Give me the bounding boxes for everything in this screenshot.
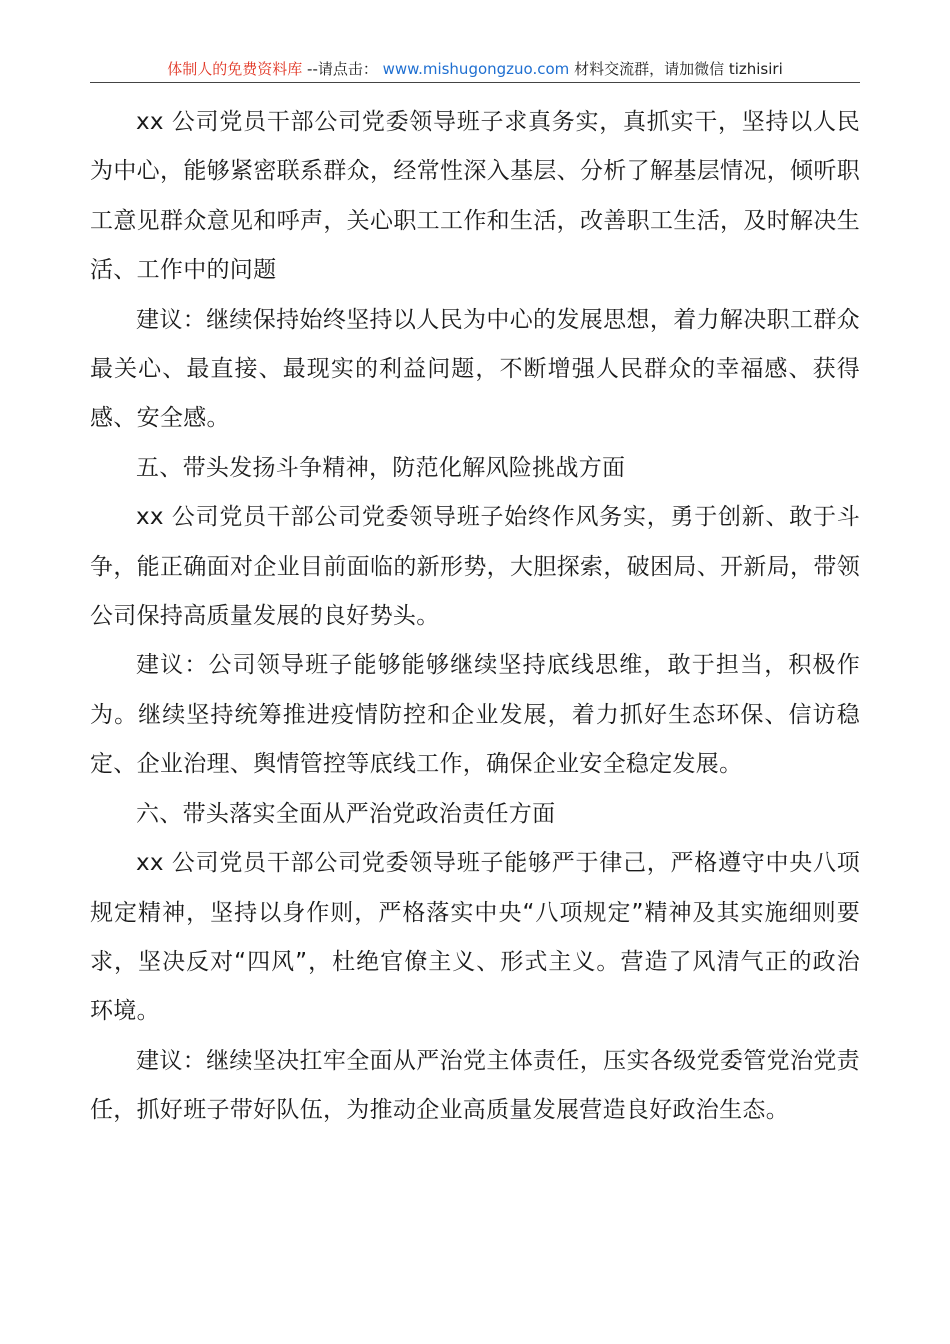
document-body — [90, 98, 860, 1136]
paragraph: xx 公司党员干部公司党委领导班子始终作风务实，勇于创新、敢于斗争，能正确面对企业目前面临的新形势，大胆探索，破困局、开新局，带领公司保持高质量发展的良好势头。 — [90, 504, 860, 630]
paragraph: 建议：继续坚决扛牢全面从严治党主体责任，压实各级党委管党治党责任，抓好班子带好队伍，为推动企业高质量发展营造良好政治生态。 — [90, 1047, 860, 1124]
paragraph: xx 公司党员干部公司党委领导班子求真务实，真抓实干，坚持以人民为中心，能够紧密联系群众，经常性深入基层、分析了解基层情况，倾听职工意见群众意见和呼声，关心职工工作和生活，改善职工生活，及时解决生活、工作中的问题 — [90, 109, 860, 284]
paragraph: xx 公司党员干部公司党委领导班子能够严于律己，严格遵守中央八项规定精神，坚持以身作则，严格落实中央“八项规定”精神及其实施细则要求，坚决反对“四风”，杜绝官僚主义、形式主义。营造了风清气正的政治环境。 — [90, 850, 860, 1025]
header-separator: --请点击： — [307, 60, 378, 78]
section-heading: 五、带头发扬斗争精神，防范化解风险挑战方面 — [136, 454, 626, 481]
header-brand: 体制人的免费资料库 — [167, 60, 303, 78]
section-heading: 六、带头落实全面从严治党政治责任方面 — [136, 800, 556, 827]
header-divider — [90, 82, 860, 83]
header-contact-note: 材料交流群，请加微信 tizhisiri — [574, 60, 783, 78]
paragraph: 建议：继续保持始终坚持以人民为中心的发展思想，着力解决职工群众最关心、最直接、最现实的利益问题，不断增强人民群众的幸福感、获得感、安全感。 — [90, 306, 860, 432]
paragraph: 建议：公司领导班子能够能够继续坚持底线思维，敢于担当，积极作为。继续坚持统筹推进疫情防控和企业发展，着力抓好生态环保、信访稳定、企业治理、舆情管控等底线工作，确保企业安全稳定发展。 — [90, 652, 860, 778]
header-website-link[interactable]: www.mishugongzuo.com — [382, 60, 570, 78]
page-header — [90, 58, 860, 80]
